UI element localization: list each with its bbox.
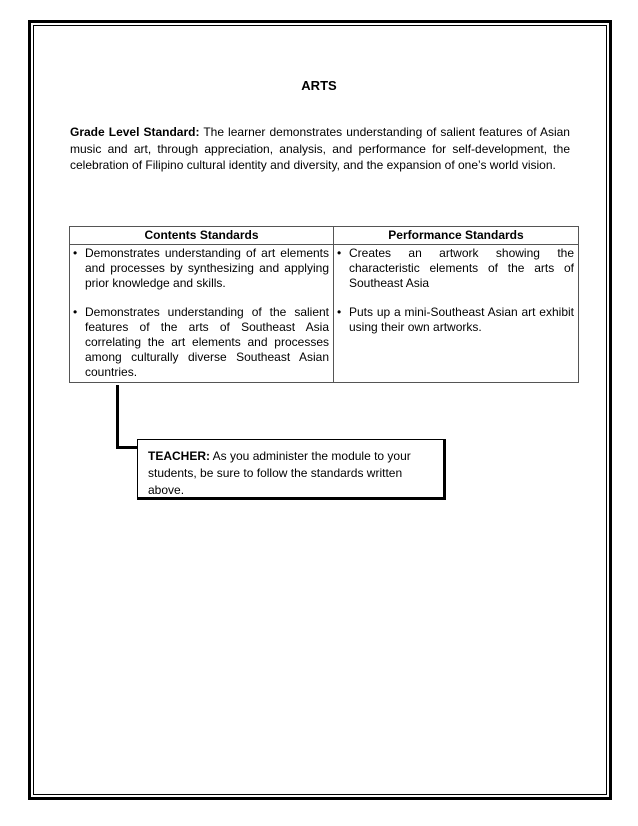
contents-standards-header: Contents Standards [70, 227, 334, 245]
teacher-note-box [137, 439, 446, 500]
list-item: • Puts up a mini-Southeast Asian art exhibit using their own artworks. [337, 305, 574, 335]
list-item: • Demonstrates understanding of the salient features of the arts of Southeast Asia correlating the art elements and processes among culturally diverse Southeast Asian countries. [73, 305, 329, 380]
table-row [70, 245, 579, 383]
teacher-note-text: As you administer the module to your students, be sure to follow the standards written above. [148, 449, 411, 497]
grade-level-standard [70, 124, 570, 174]
callout-connector-horizontal [116, 446, 138, 449]
list-item: • Creates an artwork showing the characteristic elements of the arts of Southeast Asia [337, 246, 574, 291]
table-header-row [70, 227, 579, 245]
grade-level-label: Grade Level Standard: [70, 125, 200, 139]
performance-standards-header: Performance Standards [334, 227, 579, 245]
contents-standards-list [73, 246, 329, 380]
performance-standards-cell [334, 245, 579, 383]
standards-table [69, 226, 579, 383]
page-title: ARTS [301, 78, 337, 93]
performance-standards-list [337, 246, 574, 335]
teacher-note-label: TEACHER: [148, 449, 210, 463]
grade-level-text: The learner demonstrates understanding of salient features of Asian music and art, through appreciation, analysis, and performance for self-development, the celebration of Filipino cultural identity and diversity, and the expansion of one’s world vision. [70, 125, 570, 172]
callout-connector-vertical [116, 385, 119, 449]
contents-standards-cell [70, 245, 334, 383]
list-item: • Demonstrates understanding of art elements and processes by synthesizing and applying prior knowledge and skills. [73, 246, 329, 291]
